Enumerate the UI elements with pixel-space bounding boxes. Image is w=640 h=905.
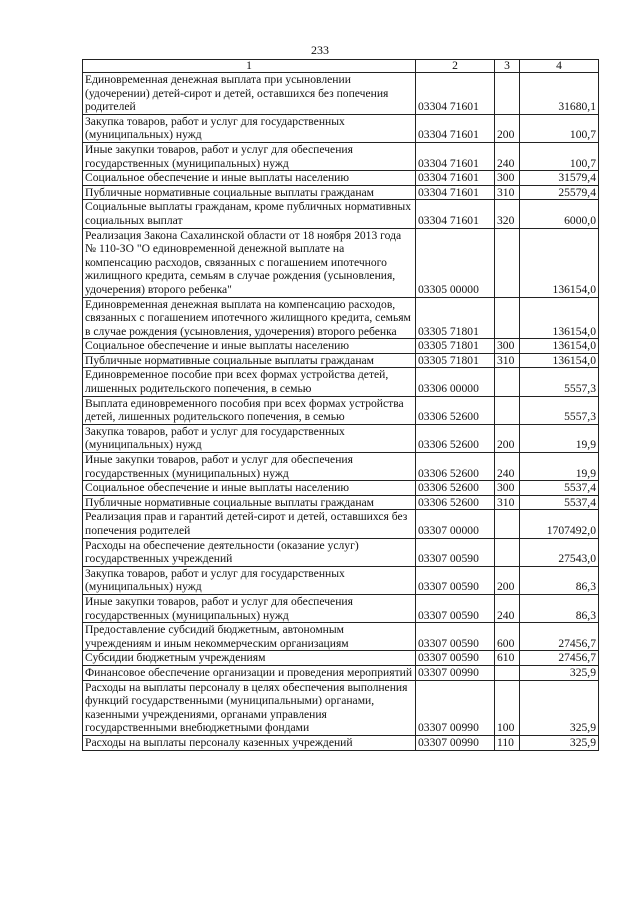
- row-code: 03307 00590: [416, 623, 495, 651]
- row-amount: 325,9: [520, 735, 599, 750]
- row-code: 03306 52600: [416, 495, 495, 510]
- row-name: Расходы на выплаты персоналу в целях обеспечения выполнения функций государственными (муниципальными) органами, казенными учреждениями, органами управления государственными внебюджетными фондами: [83, 680, 416, 735]
- header-col-4: 4: [520, 60, 599, 73]
- row-expense-type: 200: [495, 566, 520, 594]
- row-code: 03305 71801: [416, 339, 495, 354]
- table-row: [83, 200, 599, 228]
- row-expense-type: [495, 538, 520, 566]
- row-code: 03306 00000: [416, 368, 495, 396]
- row-code: 03306 52600: [416, 453, 495, 481]
- row-amount: 100,7: [520, 114, 599, 142]
- row-expense-type: 300: [495, 171, 520, 186]
- row-code: 03304 71601: [416, 142, 495, 170]
- table-row: [83, 368, 599, 396]
- row-code: 03307 00990: [416, 680, 495, 735]
- table-row: [83, 185, 599, 200]
- row-code: 03305 71801: [416, 353, 495, 368]
- table-row: [83, 228, 599, 297]
- row-amount: 136154,0: [520, 353, 599, 368]
- row-name: Социальное обеспечение и иные выплаты населению: [83, 171, 416, 186]
- row-amount: 136154,0: [520, 339, 599, 354]
- row-name: Иные закупки товаров, работ и услуг для обеспечения государственных (муниципальных) нужд: [83, 453, 416, 481]
- row-amount: 5537,4: [520, 481, 599, 496]
- row-expense-type: 200: [495, 114, 520, 142]
- row-expense-type: [495, 73, 520, 115]
- row-name: Единовременное пособие при всех формах устройства детей, лишенных родительского попечения, в семью: [83, 368, 416, 396]
- row-amount: 31579,4: [520, 171, 599, 186]
- row-amount: 1707492,0: [520, 510, 599, 538]
- row-code: 03306 52600: [416, 424, 495, 452]
- row-expense-type: [495, 228, 520, 297]
- header-col-1: 1: [83, 60, 416, 73]
- budget-table: [82, 59, 599, 751]
- table-row: [83, 353, 599, 368]
- row-amount: 136154,0: [520, 297, 599, 339]
- table-row: [83, 73, 599, 115]
- row-name: Публичные нормативные социальные выплаты гражданам: [83, 353, 416, 368]
- row-code: 03307 00990: [416, 735, 495, 750]
- row-expense-type: 240: [495, 594, 520, 622]
- row-expense-type: 600: [495, 623, 520, 651]
- row-amount: 5537,4: [520, 495, 599, 510]
- row-name: Социальные выплаты гражданам, кроме публичных нормативных социальных выплат: [83, 200, 416, 228]
- table-row: [83, 142, 599, 170]
- row-name: Финансовое обеспечение организации и проведения мероприятий: [83, 665, 416, 680]
- row-expense-type: [495, 368, 520, 396]
- table-row: [83, 538, 599, 566]
- row-expense-type: [495, 396, 520, 424]
- row-amount: 136154,0: [520, 228, 599, 297]
- row-expense-type: 320: [495, 200, 520, 228]
- row-expense-type: 310: [495, 353, 520, 368]
- row-code: 03304 71601: [416, 114, 495, 142]
- header-row: [83, 60, 599, 73]
- table-row: [83, 339, 599, 354]
- row-code: 03306 52600: [416, 396, 495, 424]
- row-amount: 5557,3: [520, 396, 599, 424]
- row-name: Предоставление субсидий бюджетным, автономным учреждениям и иным некоммерческим организациям: [83, 623, 416, 651]
- row-expense-type: 110: [495, 735, 520, 750]
- table-row: [83, 297, 599, 339]
- table-row: [83, 396, 599, 424]
- row-name: Реализация прав и гарантий детей-сирот и детей, оставшихся без попечения родителей: [83, 510, 416, 538]
- row-code: 03304 71601: [416, 200, 495, 228]
- row-expense-type: 240: [495, 453, 520, 481]
- row-code: 03306 52600: [416, 481, 495, 496]
- row-amount: 100,7: [520, 142, 599, 170]
- row-name: Закупка товаров, работ и услуг для государственных (муниципальных) нужд: [83, 424, 416, 452]
- table-row: [83, 651, 599, 666]
- row-code: 03307 00000: [416, 510, 495, 538]
- row-name: Расходы на выплаты персоналу казенных учреждений: [83, 735, 416, 750]
- row-amount: 5557,3: [520, 368, 599, 396]
- row-amount: 325,9: [520, 680, 599, 735]
- row-expense-type: 240: [495, 142, 520, 170]
- row-code: 03307 00590: [416, 538, 495, 566]
- row-amount: 86,3: [520, 566, 599, 594]
- row-code: 03304 71601: [416, 171, 495, 186]
- row-name: Субсидии бюджетным учреждениям: [83, 651, 416, 666]
- row-name: Публичные нормативные социальные выплаты гражданам: [83, 185, 416, 200]
- table-row: [83, 735, 599, 750]
- row-expense-type: 300: [495, 481, 520, 496]
- row-name: Иные закупки товаров, работ и услуг для обеспечения государственных (муниципальных) нужд: [83, 142, 416, 170]
- row-code: 03305 71801: [416, 297, 495, 339]
- table-row: [83, 623, 599, 651]
- row-name: Закупка товаров, работ и услуг для государственных (муниципальных) нужд: [83, 566, 416, 594]
- row-code: 03307 00990: [416, 665, 495, 680]
- row-amount: 25579,4: [520, 185, 599, 200]
- row-expense-type: 300: [495, 339, 520, 354]
- row-amount: 325,9: [520, 665, 599, 680]
- row-amount: 86,3: [520, 594, 599, 622]
- row-name: Расходы на обеспечение деятельности (оказание услуг) государственных учреждений: [83, 538, 416, 566]
- row-name: Реализация Закона Сахалинской области от 18 ноября 2013 года № 110-ЗО "О единовременной денежной выплате на компенсацию расходов, связанных с погашением ипотечного жилищного кредита, семьям в случае рождения (усыновления, удочерения) второго ребенка": [83, 228, 416, 297]
- row-code: 03307 00590: [416, 651, 495, 666]
- table-row: [83, 424, 599, 452]
- row-expense-type: 100: [495, 680, 520, 735]
- row-amount: 27543,0: [520, 538, 599, 566]
- table-row: [83, 665, 599, 680]
- row-amount: 6000,0: [520, 200, 599, 228]
- table-row: [83, 566, 599, 594]
- table-row: [83, 495, 599, 510]
- row-code: 03307 00590: [416, 566, 495, 594]
- table-row: [83, 680, 599, 735]
- row-code: 03304 71601: [416, 73, 495, 115]
- row-code: 03305 00000: [416, 228, 495, 297]
- table-row: [83, 171, 599, 186]
- row-name: Единовременная денежная выплата при усыновлении (удочерении) детей-сирот и детей, оставшихся без попечения родителей: [83, 73, 416, 115]
- row-name: Закупка товаров, работ и услуг для государственных (муниципальных) нужд: [83, 114, 416, 142]
- row-amount: 27456,7: [520, 651, 599, 666]
- row-expense-type: 200: [495, 424, 520, 452]
- row-expense-type: 310: [495, 185, 520, 200]
- table-row: [83, 510, 599, 538]
- row-amount: 19,9: [520, 453, 599, 481]
- row-expense-type: [495, 510, 520, 538]
- row-expense-type: 610: [495, 651, 520, 666]
- header-col-3: 3: [495, 60, 520, 73]
- row-name: Социальное обеспечение и иные выплаты населению: [83, 339, 416, 354]
- row-amount: 27456,7: [520, 623, 599, 651]
- row-amount: 19,9: [520, 424, 599, 452]
- row-name: Иные закупки товаров, работ и услуг для обеспечения государственных (муниципальных) нужд: [83, 594, 416, 622]
- row-name: Социальное обеспечение и иные выплаты населению: [83, 481, 416, 496]
- row-code: 03304 71601: [416, 185, 495, 200]
- row-expense-type: 310: [495, 495, 520, 510]
- header-col-2: 2: [416, 60, 495, 73]
- row-expense-type: [495, 297, 520, 339]
- row-expense-type: [495, 665, 520, 680]
- row-name: Публичные нормативные социальные выплаты гражданам: [83, 495, 416, 510]
- table-row: [83, 594, 599, 622]
- table-row: [83, 114, 599, 142]
- row-code: 03307 00590: [416, 594, 495, 622]
- row-name: Выплата единовременного пособия при всех формах устройства детей, лишенных родительского попечения, в семью: [83, 396, 416, 424]
- page-number: 233: [311, 43, 329, 57]
- row-name: Единовременная денежная выплата на компенсацию расходов, связанных с погашением ипотечного жилищного кредита, семьям в случае рождения (усыновления, удочерения) второго ребенка: [83, 297, 416, 339]
- row-amount: 31680,1: [520, 73, 599, 115]
- table-row: [83, 453, 599, 481]
- table-row: [83, 481, 599, 496]
